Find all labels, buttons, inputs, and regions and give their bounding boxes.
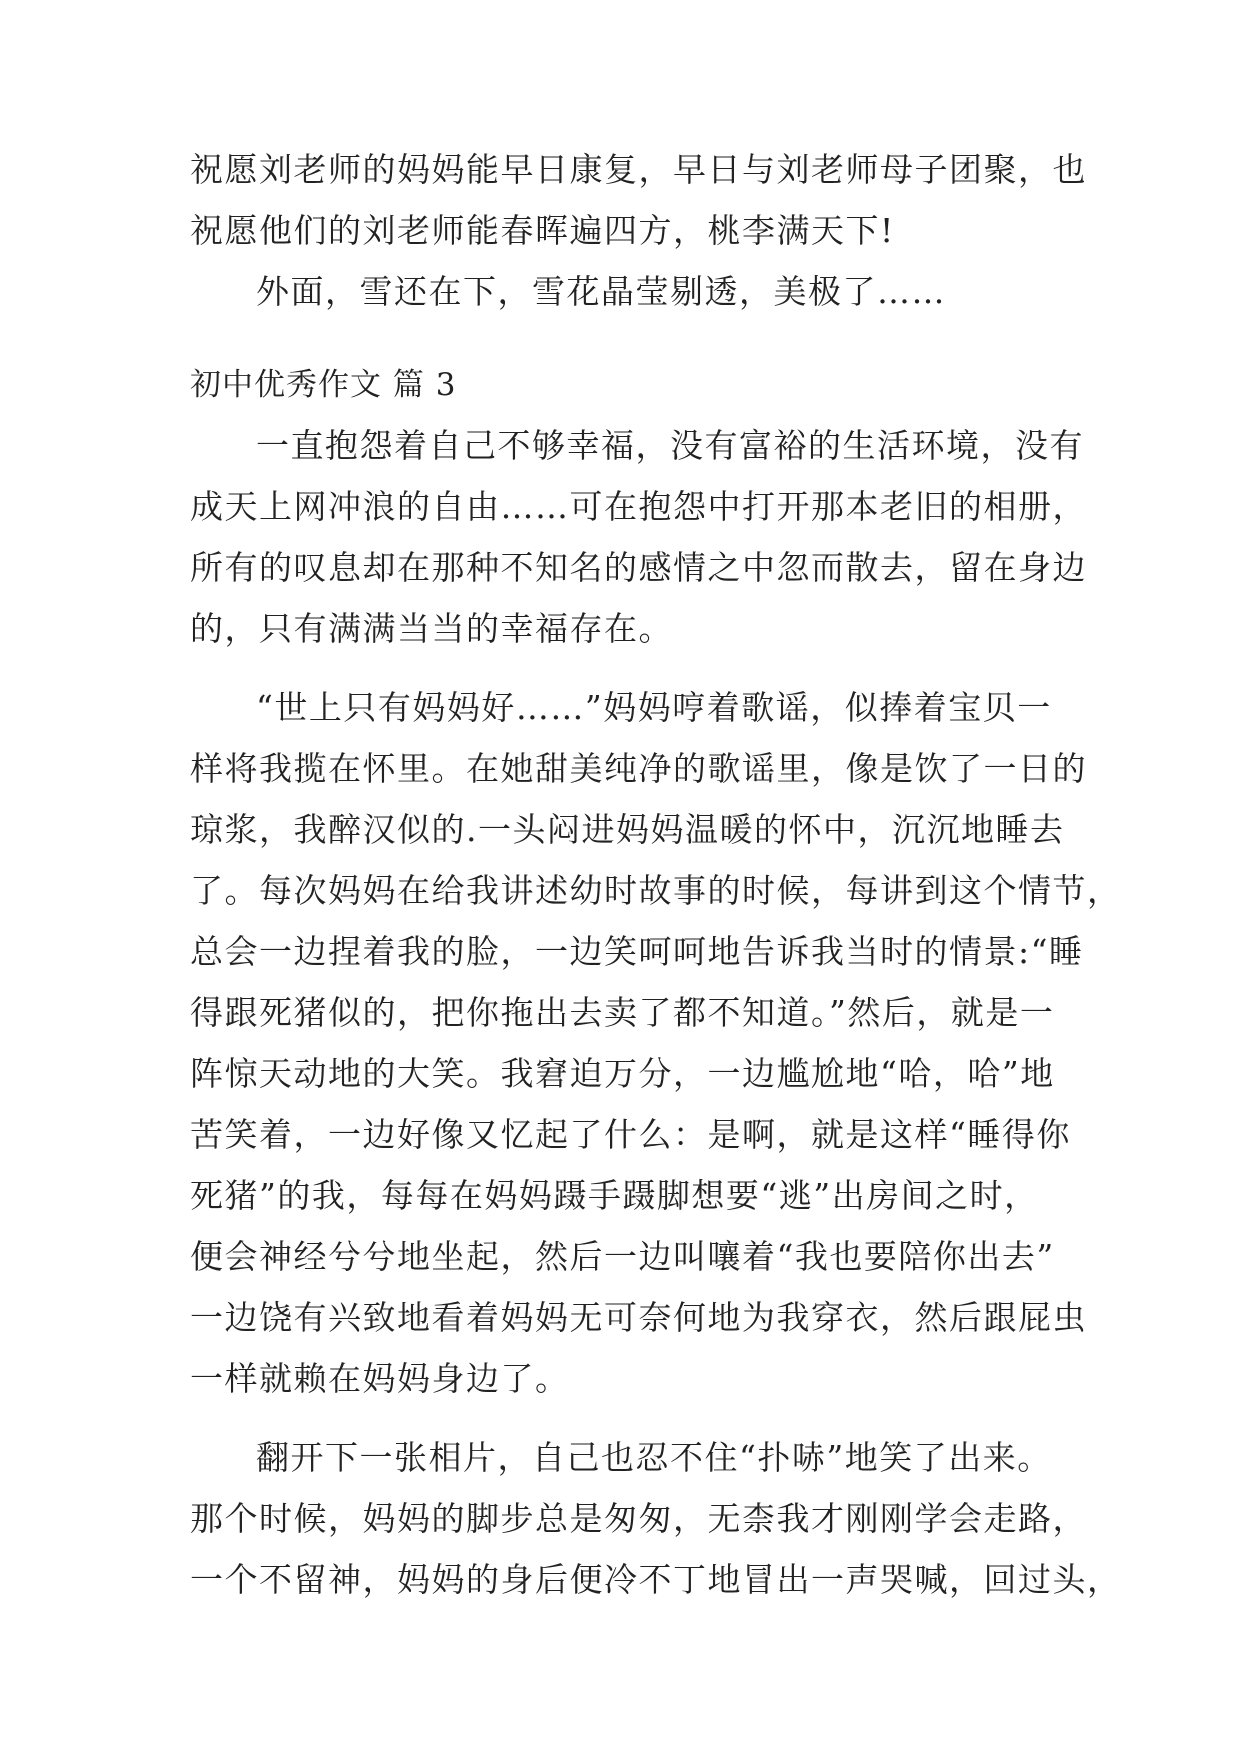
- paragraph-line: 便会神经兮兮地坐起，然后一边叫嚷着“我也要陪你出去”: [190, 1237, 1055, 1276]
- paragraph-line: 那个时候，妈妈的脚步总是匆匆，无柰我才刚刚学会走路，: [190, 1499, 1087, 1538]
- section-heading: 初中优秀作文 篇 3: [190, 367, 457, 403]
- paragraph-line: 阵惊天动地的大笑。我窘迫万分，一边尴尬地“哈，哈”地: [190, 1054, 1055, 1093]
- paragraph-line: 样将我揽在怀里。在她甜美纯净的歌谣里，像是饮了一日的: [190, 749, 1087, 788]
- paragraph-line: 总会一边捏着我的脸，一边笑呵呵地告诉我当时的情景:“睡: [190, 932, 1084, 971]
- paragraph-line: 苦笑着，一边好像又忆起了什么：是啊，就是这样“睡得你: [190, 1115, 1071, 1154]
- paragraph-line: 祝愿刘老师的妈妈能早日康复，早日与刘老师母子团聚，也: [190, 150, 1087, 189]
- paragraph-line: 了。每次妈妈在给我讲述幼时故事的时候，每讲到这个情节，: [190, 871, 1122, 910]
- paragraph-line: 一个不留神，妈妈的身后便冷不丁地冒出一声哭喊，回过头，: [190, 1560, 1122, 1599]
- paragraph-line: 得跟死猪似的，把你拖出去卖了都不知道。”然后，就是一: [190, 993, 1055, 1032]
- paragraph-line: 一边饶有兴致地看着妈妈无可奈何地为我穿衣，然后跟屁虫: [190, 1298, 1087, 1337]
- paragraph-line: “世上只有妈妈好……”妈妈哼着歌谣，似捧着宝贝一: [256, 688, 1052, 727]
- paragraph-line: 翻开下一张相片，自己也忍不住“扑哧”地笑了出来。: [256, 1438, 1052, 1477]
- paragraph-line: 成天上网冲浪的自由……可在抱怨中打开那本老旧的相册，: [190, 487, 1087, 526]
- paragraph-line: 一样就赖在妈妈身边了。: [190, 1359, 570, 1398]
- paragraph-line: 一直抱怨着自己不够幸福，没有富裕的生活环境，没有: [256, 426, 1084, 465]
- paragraph-line: 的，只有满满当当的幸福存在。: [190, 609, 673, 648]
- paragraph-line: 祝愿他们的刘老师能春晖遍四方，桃李满天下!: [190, 211, 895, 250]
- paragraph-line: 琼浆，我醉汉似的.一头闷进妈妈温暖的怀中，沉沉地睡去: [190, 810, 1065, 849]
- paragraph-line: 死猪”的我，每每在妈妈蹑手蹑脚想要“逃”出房间之时，: [190, 1176, 1039, 1215]
- paragraph-line: 所有的叹息却在那种不知名的感情之中忽而散去，留在身边: [190, 548, 1087, 587]
- closing-line: 外面，雪还在下，雪花晶莹剔透，美极了……: [256, 272, 946, 311]
